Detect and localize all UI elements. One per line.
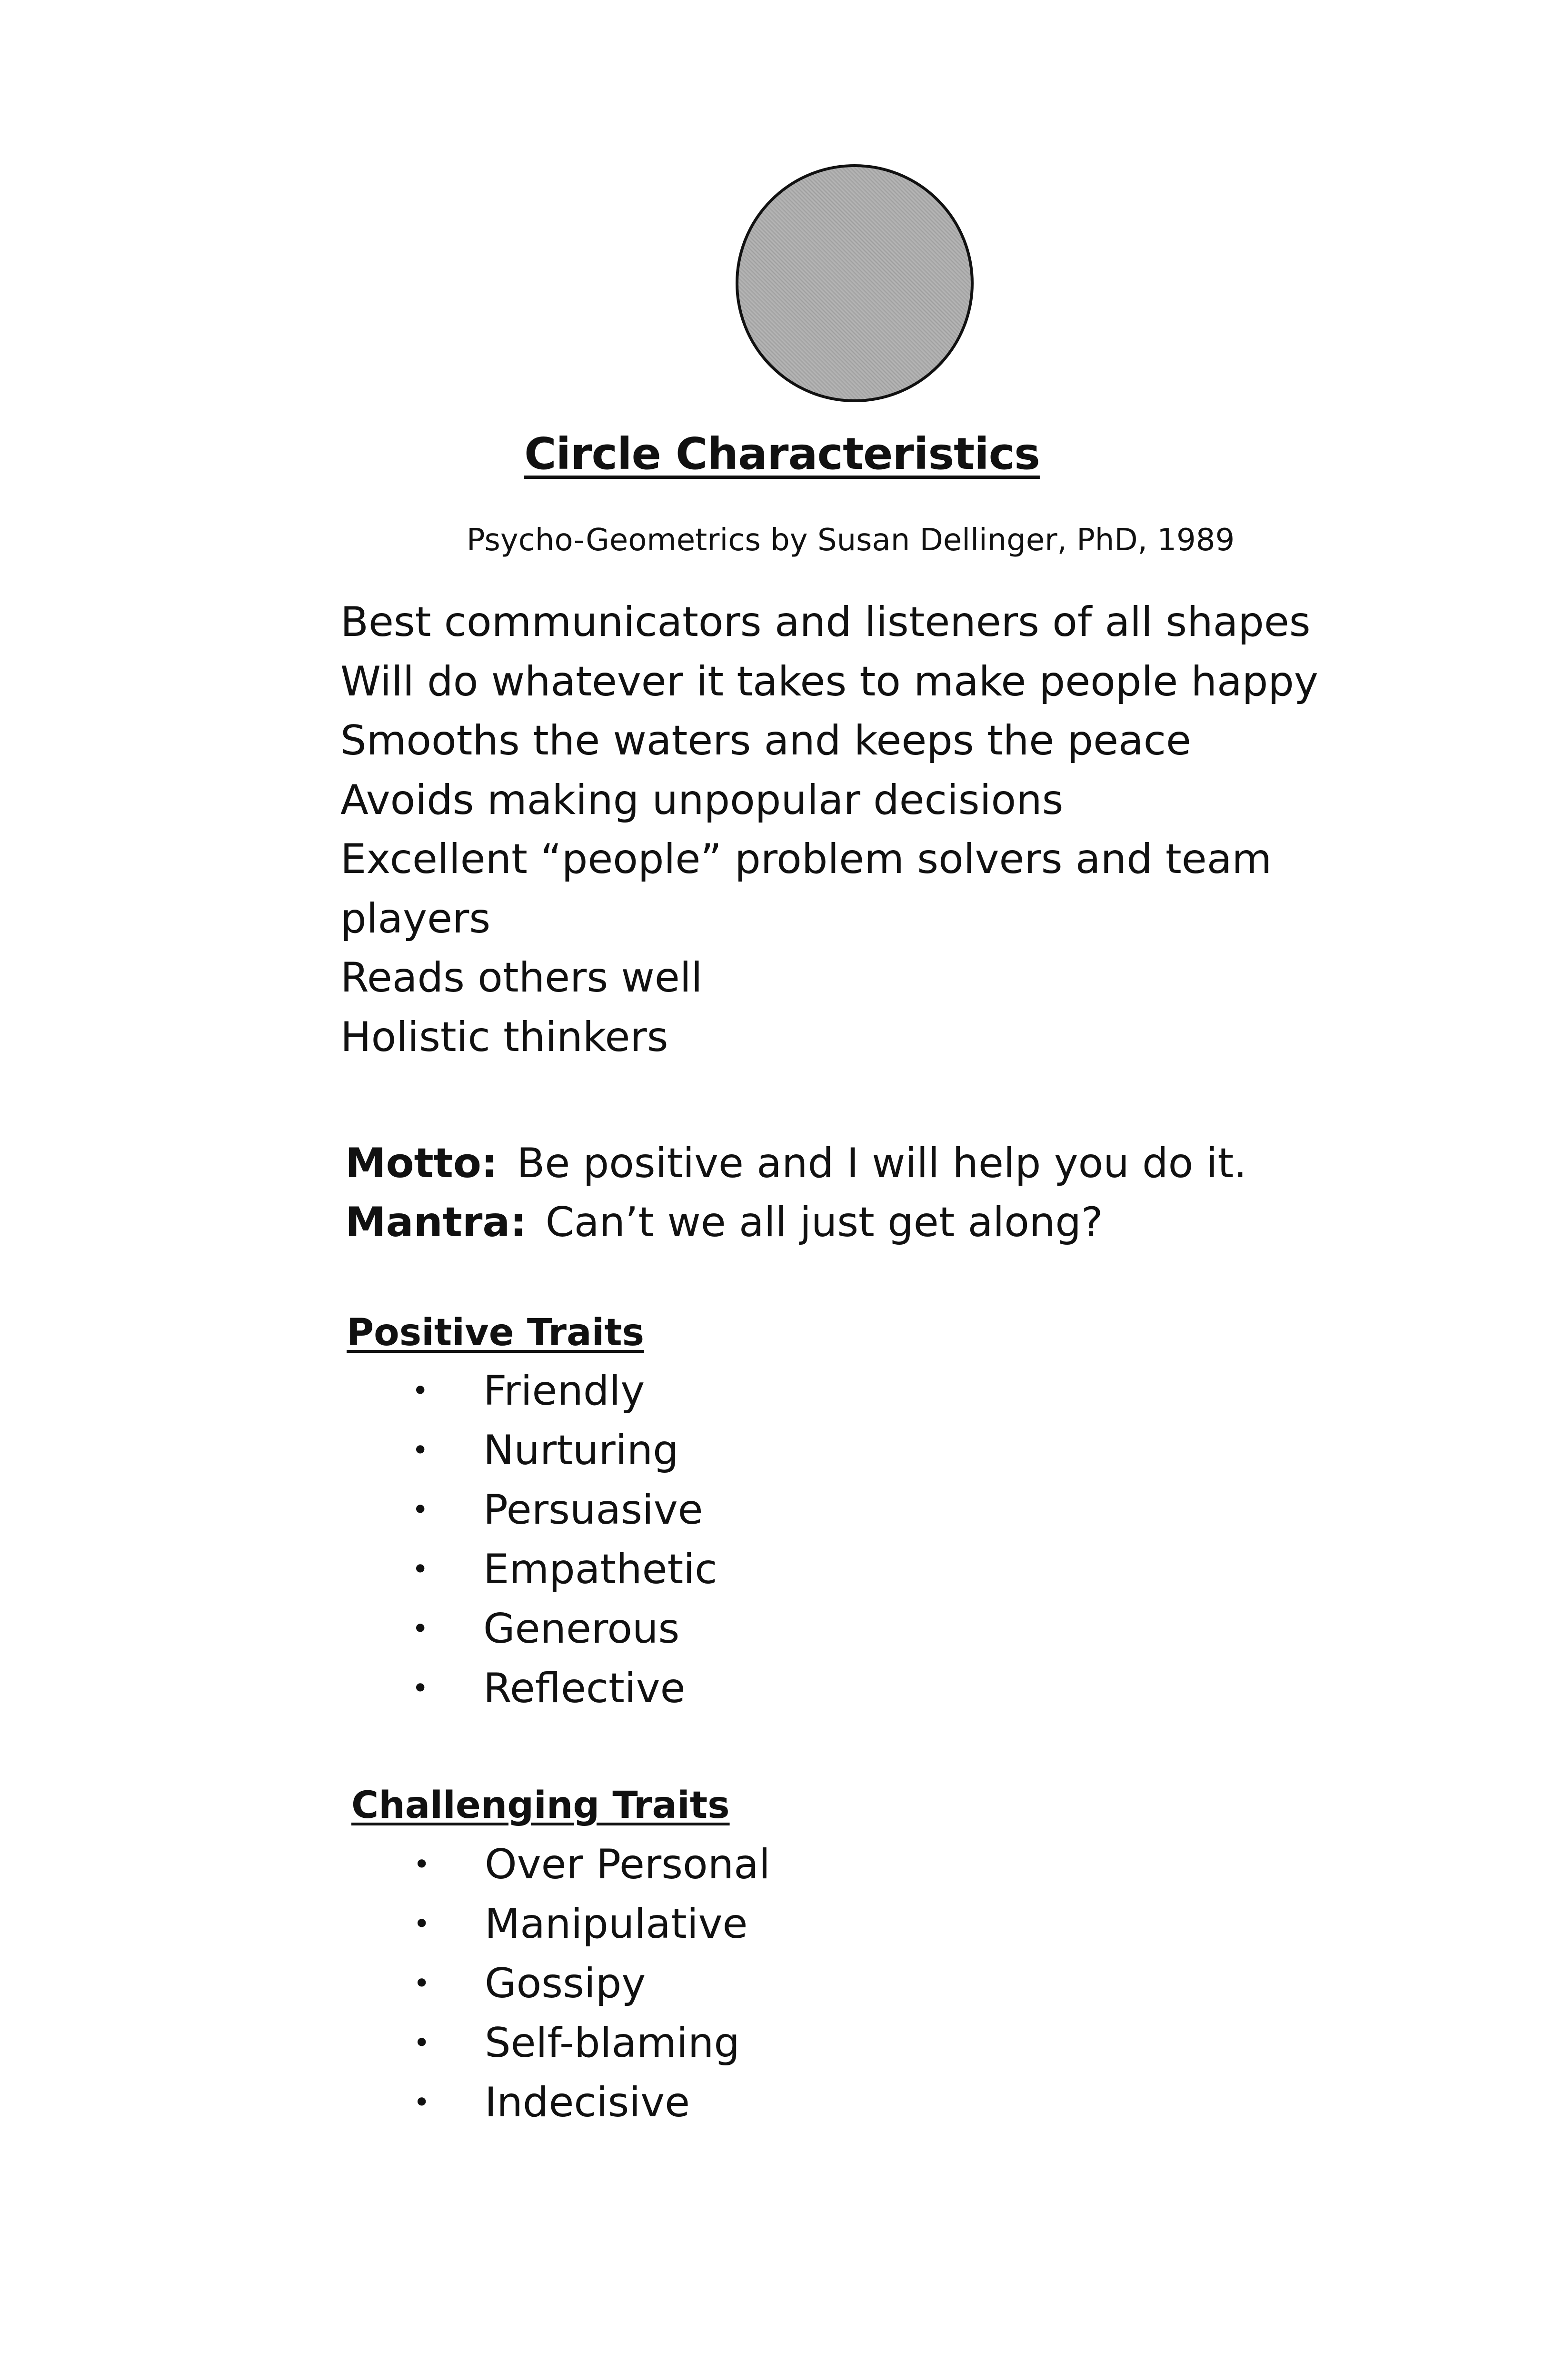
- trait-label: Nurturing: [483, 1427, 679, 1474]
- trait-label: Indecisive: [485, 2079, 690, 2126]
- trait-label: Self-blaming: [485, 2019, 740, 2067]
- challenging-traits-list: [413, 1835, 770, 2132]
- list-item: [412, 1540, 717, 1599]
- trait-label: Persuasive: [483, 1486, 703, 1534]
- characteristic-line: Reads others well: [340, 954, 703, 1002]
- motto-block: [345, 1134, 1247, 1252]
- list-item: [413, 2013, 770, 2073]
- bullet-icon: •: [412, 1374, 429, 1408]
- bullet-icon: •: [413, 1848, 430, 1881]
- characteristic-line: Will do whatever it takes to make people happy: [340, 657, 1318, 705]
- list-item: [413, 1894, 770, 1954]
- trait-label: Gossipy: [485, 1960, 646, 2007]
- bullet-icon: •: [412, 1493, 429, 1527]
- characteristic-line: players: [340, 894, 491, 942]
- bullet-icon: •: [413, 2026, 430, 2060]
- motto-text: Be positive and I will help you do it.: [517, 1140, 1247, 1187]
- mantra-line: [345, 1193, 1247, 1252]
- title-text: Circle Characteristics: [524, 428, 1040, 479]
- bullet-icon: •: [412, 1434, 429, 1467]
- characteristic-line: Best communicators and listeners of all shapes: [340, 598, 1311, 646]
- list-item: [412, 1480, 717, 1540]
- characteristic-line: Avoids making unpopular decisions: [340, 776, 1064, 824]
- bullet-icon: •: [413, 1907, 430, 1941]
- bullet-icon: •: [412, 1553, 429, 1586]
- bullet-icon: •: [413, 2086, 430, 2119]
- list-item: [413, 2073, 770, 2132]
- list-item: [413, 1835, 770, 1894]
- bullet-icon: •: [413, 1967, 430, 2000]
- characteristic-line: Smooths the waters and keeps the peace: [340, 717, 1191, 764]
- motto-label: Motto:: [345, 1140, 498, 1187]
- list-item: [412, 1659, 717, 1718]
- bullet-icon: •: [412, 1672, 429, 1705]
- mantra-text: Can’t we all just get along?: [545, 1199, 1103, 1246]
- mantra-label: Mantra:: [345, 1199, 527, 1246]
- list-item: [412, 1361, 717, 1421]
- challenging-traits-heading: Challenging Traits: [351, 1784, 730, 1827]
- motto-line: [345, 1134, 1247, 1193]
- trait-label: Friendly: [483, 1367, 645, 1415]
- positive-traits-heading: Positive Traits: [347, 1311, 645, 1354]
- trait-label: Manipulative: [485, 1900, 748, 1948]
- circle-shape-illustration: [736, 164, 974, 402]
- list-item: [412, 1421, 717, 1480]
- trait-label: Reflective: [483, 1665, 686, 1712]
- characteristics-list: [340, 593, 1435, 1067]
- bullet-icon: •: [412, 1612, 429, 1646]
- trait-label: Generous: [483, 1605, 680, 1653]
- trait-label: Empathetic: [483, 1546, 717, 1593]
- list-item: [413, 1954, 770, 2013]
- page-title: [0, 428, 1564, 479]
- trait-label: Over Personal: [485, 1841, 770, 1888]
- characteristic-line: Excellent “people” problem solvers and team: [340, 835, 1272, 883]
- subtitle: Psycho-Geometrics by Susan Dellinger, PhD, 1989: [467, 523, 1235, 558]
- list-item: [412, 1599, 717, 1659]
- characteristic-line: Holistic thinkers: [340, 1013, 668, 1061]
- positive-traits-list: [412, 1361, 717, 1718]
